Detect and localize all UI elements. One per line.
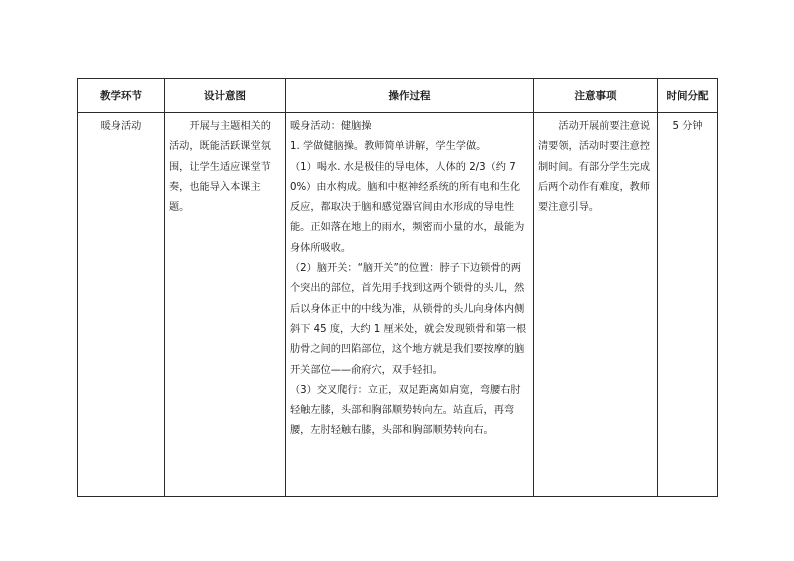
- cell-time: [658, 113, 718, 497]
- process-step-cross-crawl: （3）交叉爬行：立正，双足距离如肩宽，弯腰右肘轻触左膝，头部和胸部顺势转向左。站直后，再弯腰，左肘轻触右膝，头部和胸部顺势转向右。: [290, 384, 521, 437]
- time-text: 5 分钟: [672, 121, 703, 132]
- cell-intent: [165, 113, 286, 497]
- header-stage: 教学环节: [78, 79, 165, 113]
- header-notes: 注意事项: [534, 79, 658, 113]
- lesson-plan-table: [77, 78, 718, 497]
- process-step-1: 1. 学做健脑操。教师简单讲解，学生学做。: [290, 141, 487, 153]
- header-intent: 设计意图: [165, 79, 286, 113]
- table-row: [78, 113, 718, 497]
- process-step-brain-switch: （2）脑开关：“脑开关”的位置：脖子下边锁骨的两个突出的部位，首先用手找到这两个锁骨的头儿，然后以身体正中的中线为准，从锁骨的头儿向身体内侧斜下 45 度，大约 1 厘米处，就会发现锁骨和第一根肋骨之间的凹陷部位，这个地方就是我们要按摩的脑开关部位——俞府穴，双手轻扣。: [290, 263, 527, 376]
- process-step-drink-water: （1）喝水. 水是极佳的导电体，人体的 2/3（约 70%）由水构成。脑和中枢神经系统的所有电和生化反应，都取决于脑和感觉器官间由水形成的导电性能。正如落在地上的雨水，频密而小量的水，最能为身体所吸收。: [290, 161, 525, 254]
- document-page: [77, 78, 717, 497]
- notes-text: 活动开展前要注意说清要领，活动时要注意控制时间。有部分学生完成后两个动作有难度，教师要注意引导。: [538, 121, 651, 214]
- intent-text: 开展与主题相关的活动，既能活跃课堂氛围，让学生适应课堂节奏，也能导入本课主题。: [169, 121, 271, 214]
- table-header-row: [78, 79, 718, 113]
- stage-text: 暖身活动: [100, 121, 142, 132]
- header-time: 时间分配: [658, 79, 718, 113]
- cell-process: [286, 113, 534, 497]
- header-process: 操作过程: [286, 79, 534, 113]
- process-title: 暖身活动：健脑操: [290, 121, 372, 132]
- process-content: [286, 113, 533, 444]
- cell-notes: [534, 113, 658, 497]
- cell-stage: [78, 113, 165, 497]
